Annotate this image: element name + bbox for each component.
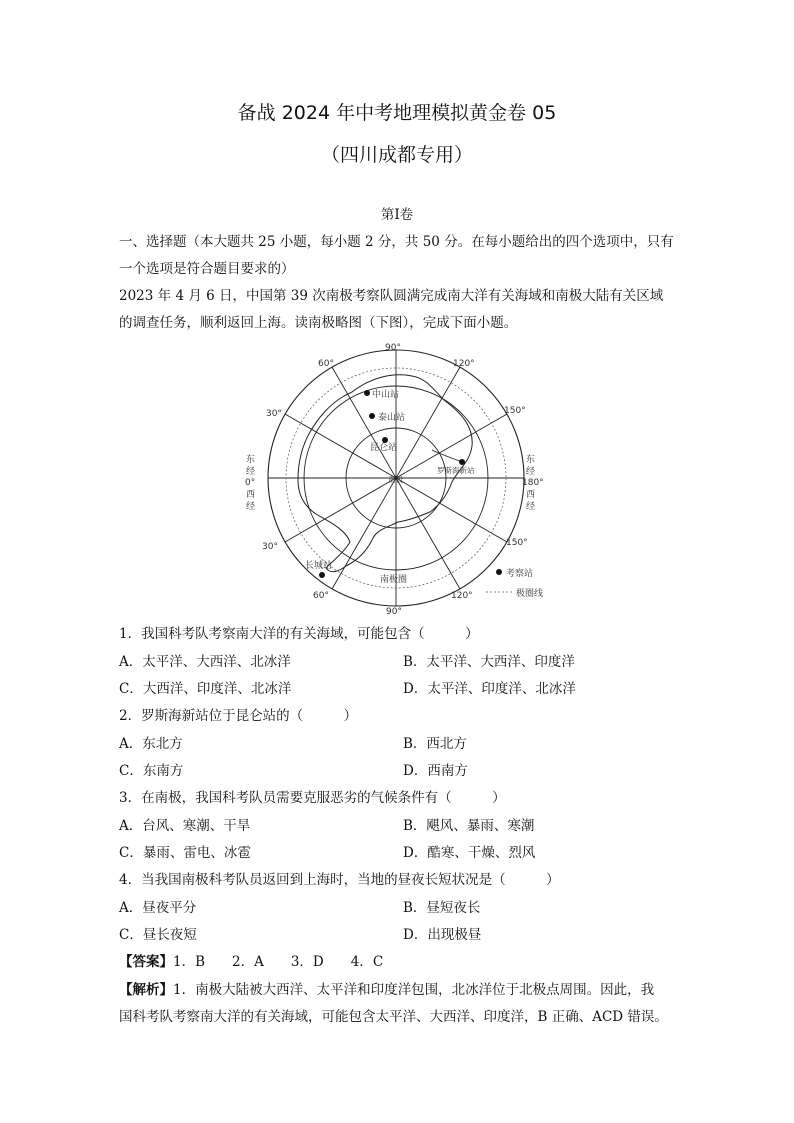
question-4-option-b: B．昼短夜长 bbox=[403, 900, 481, 916]
antarctic-map bbox=[235, 338, 555, 616]
west-longitude-left-1: 西 bbox=[246, 490, 256, 500]
question-2-option-c: C．东南方 bbox=[119, 763, 184, 779]
west-longitude-right-1: 西 bbox=[526, 490, 536, 500]
lon-label-top: 90° bbox=[385, 343, 401, 353]
east-longitude-right-2: 经 bbox=[526, 467, 536, 477]
east-longitude-left-1: 东 bbox=[246, 455, 256, 465]
lon-label-30-bl: 30° bbox=[262, 542, 278, 552]
lon-label-60-tl: 60° bbox=[318, 359, 334, 369]
volume-heading: 第Ⅰ卷 bbox=[380, 207, 414, 223]
passage-line-2: 的调查任务，顺利返回上海。读南极略图（下图），完成下面小题。 bbox=[119, 315, 518, 331]
question-1-stem: 1．我国科考队考察南大洋的有关海域，可能包含（ ） bbox=[119, 626, 479, 642]
lon-label-bottom: 90° bbox=[386, 607, 402, 616]
station-zhongshan-label: 中山站 bbox=[372, 390, 400, 400]
question-2-option-a: A．东北方 bbox=[119, 736, 183, 752]
question-2-option-b: B．西北方 bbox=[403, 736, 467, 752]
passage-line-1: 2023 年 4 月 6 日，中国第 39 次南极考察队圆满完成南大洋有关海域和南极大陆有关区域 bbox=[119, 288, 664, 304]
west-longitude-left-2: 经 bbox=[246, 502, 256, 512]
question-1-option-b: B．太平洋、大西洋、印度洋 bbox=[403, 654, 575, 670]
station-luosihai-label: 罗斯海新站 bbox=[437, 466, 475, 475]
south-pole-label: 南极 bbox=[388, 475, 403, 484]
question-3-option-b: B．飓风、暴雨、寒潮 bbox=[403, 818, 535, 834]
question-1-option-c: C．大西洋、印度洋、北冰洋 bbox=[119, 681, 292, 697]
lon-label-120-tr: 120° bbox=[453, 359, 475, 369]
east-longitude-right-1: 东 bbox=[526, 455, 536, 465]
analysis-text-1: 1．南极大陆被大西洋、太平洋和印度洋包围，北冰洋位于北极点周围。因此，我 bbox=[173, 982, 655, 998]
lon-label-30-l: 30° bbox=[266, 409, 282, 419]
document-title: 备战 2024 年中考地理模拟黄金卷 05 bbox=[237, 102, 557, 124]
question-1-option-a: A．太平洋、大西洋、北冰洋 bbox=[119, 654, 291, 670]
station-changcheng-dot bbox=[319, 572, 325, 578]
station-kunlun-label: 昆仑站 bbox=[370, 443, 398, 453]
east-longitude-left-2: 经 bbox=[246, 467, 256, 477]
station-changcheng-label: 长城站 bbox=[305, 561, 333, 571]
station-zhongshan-dot bbox=[364, 390, 370, 396]
question-3-option-c: C．暴雨、雷电、冰雹 bbox=[119, 845, 251, 861]
answer-text: 1．B 2．A 3．D 4．C bbox=[173, 954, 384, 970]
question-3-stem: 3．在南极，我国科考队员需要克服恶劣的气候条件有（ ） bbox=[119, 790, 506, 806]
document-subtitle: （四川成都专用） bbox=[320, 144, 473, 166]
legend-station-dot bbox=[496, 569, 502, 575]
question-2-option-d: D．西南方 bbox=[403, 763, 468, 779]
station-taishan-label: 泰山站 bbox=[378, 413, 406, 423]
legend-circle-label: 极圈线 bbox=[516, 589, 544, 599]
station-luosihai-dot bbox=[459, 459, 465, 465]
analysis-line-1 bbox=[119, 980, 654, 1000]
lon-label-150-r: 150° bbox=[504, 406, 526, 416]
answer-line bbox=[119, 952, 383, 972]
legend-station-label: 考察站 bbox=[506, 569, 534, 579]
zero-meridian-label: 0° bbox=[245, 478, 256, 488]
lon-label-60-bl: 60° bbox=[313, 591, 329, 601]
question-4-option-c: C．昼长夜短 bbox=[119, 927, 197, 943]
lon-label-180: 180° bbox=[522, 478, 544, 488]
question-4-option-a: A．昼夜平分 bbox=[119, 900, 197, 916]
analysis-line-2: 国科考队考察南大洋的有关海域，可能包含太平洋、大西洋、印度洋，B 正确、ACD 错误。 bbox=[119, 1009, 668, 1025]
question-4-stem: 4．当我国南极科考队员返回到上海时，当地的昼夜长短状况是（ ） bbox=[119, 872, 560, 888]
question-1-option-d: D．太平洋、印度洋、北冰洋 bbox=[403, 681, 576, 697]
route-line bbox=[432, 450, 462, 462]
section-instruction-line-1: 一、选择题（本大题共 25 小题，每小题 2 分，共 50 分。在每小题给出的四个选项中，只有 bbox=[119, 234, 674, 250]
answer-label: 【答案】 bbox=[119, 954, 173, 970]
section-instruction-line-2: 一个选项是符合题目要求的） bbox=[119, 261, 295, 277]
west-longitude-right-2: 经 bbox=[526, 502, 536, 512]
analysis-label: 【解析】 bbox=[119, 982, 173, 998]
question-4-option-d: D．出现极昼 bbox=[403, 927, 482, 943]
question-3-option-d: D．酷寒、干燥、烈风 bbox=[403, 845, 536, 861]
lon-label-150-br: 150° bbox=[506, 538, 528, 548]
station-taishan-dot bbox=[369, 413, 375, 419]
question-3-option-a: A．台风、寒潮、干旱 bbox=[119, 818, 251, 834]
antarctic-circle-label: 南极圈 bbox=[380, 575, 408, 585]
question-2-stem: 2．罗斯海新站位于昆仑站的（ ） bbox=[119, 708, 358, 724]
lon-label-120-br: 120° bbox=[451, 591, 473, 601]
